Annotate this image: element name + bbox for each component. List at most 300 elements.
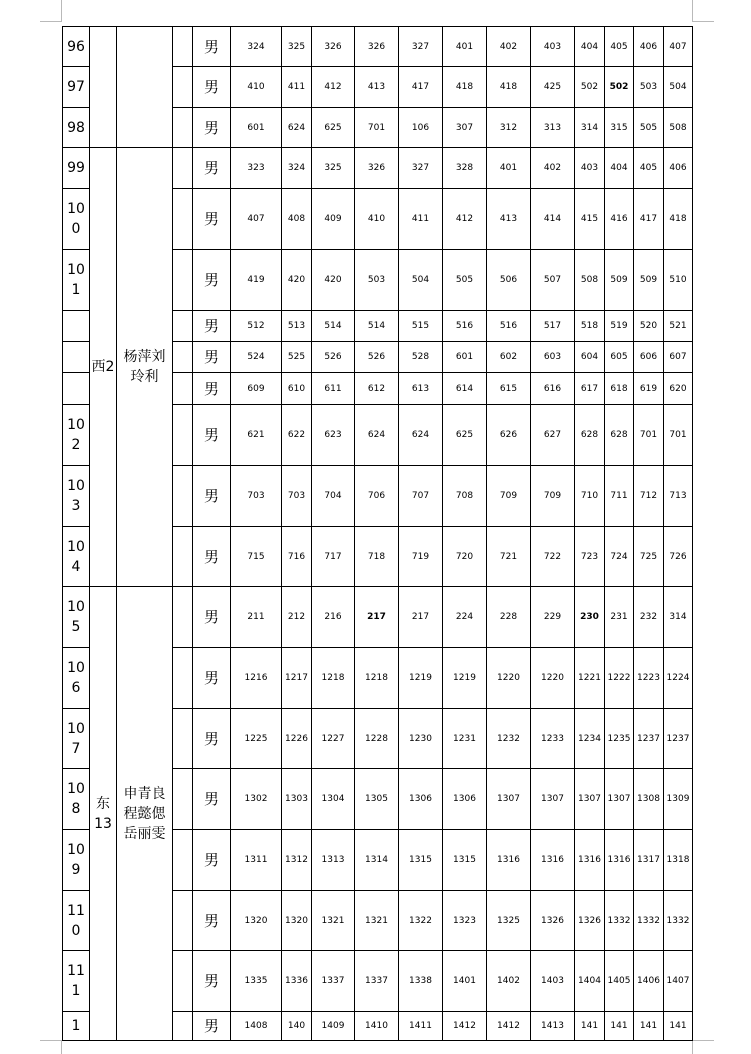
room-number-cell: 1405 (605, 951, 634, 1012)
row-number (63, 311, 90, 342)
gender-cell: 男 (193, 1012, 231, 1041)
room-number-cell: 1302 (231, 769, 282, 830)
room-number-cell: 719 (399, 527, 443, 587)
room-number-cell: 516 (443, 311, 487, 342)
room-number-cell: 623 (312, 405, 355, 466)
room-number-cell: 618 (605, 373, 634, 405)
room-number-cell: 1220 (487, 648, 531, 709)
room-number-cell: 506 (487, 250, 531, 311)
room-number-cell: 613 (399, 373, 443, 405)
room-number-cell: 722 (531, 527, 575, 587)
room-number-cell: 503 (634, 67, 664, 108)
room-number-cell: 616 (531, 373, 575, 405)
room-number-cell: 1326 (575, 891, 605, 951)
room-number-cell: 1309 (664, 769, 693, 830)
room-number-cell: 1402 (487, 951, 531, 1012)
room-number-cell: 1410 (355, 1012, 399, 1041)
room-number-cell: 513 (282, 311, 312, 342)
room-number-cell: 602 (487, 342, 531, 373)
room-number-cell: 704 (312, 466, 355, 527)
table-row (63, 148, 693, 189)
room-number-cell: 509 (634, 250, 664, 311)
room-number-cell: 217 (355, 587, 399, 648)
row-number: 102 (63, 405, 90, 466)
room-number-cell: 628 (575, 405, 605, 466)
room-number-cell: 617 (575, 373, 605, 405)
room-number-cell: 1226 (282, 709, 312, 769)
room-number-cell: 1313 (312, 830, 355, 891)
room-number-cell: 1337 (355, 951, 399, 1012)
room-number-cell: 723 (575, 527, 605, 587)
room-number-cell: 1404 (575, 951, 605, 1012)
room-number-cell: 406 (634, 27, 664, 67)
room-number-cell: 328 (443, 148, 487, 189)
empty-cell (173, 587, 193, 648)
room-number-cell: 701 (634, 405, 664, 466)
empty-cell (173, 148, 193, 189)
room-number-cell: 1409 (312, 1012, 355, 1041)
room-number-cell: 701 (355, 108, 399, 148)
room-number-cell: 502 (605, 67, 634, 108)
gender-cell: 男 (193, 108, 231, 148)
room-number-cell: 1411 (399, 1012, 443, 1041)
room-number-cell: 605 (605, 342, 634, 373)
room-number-cell: 409 (312, 189, 355, 250)
room-number-cell: 420 (282, 250, 312, 311)
room-number-cell: 1237 (634, 709, 664, 769)
room-number-cell: 1225 (231, 709, 282, 769)
room-number-cell: 612 (355, 373, 399, 405)
row-number: 106 (63, 648, 90, 709)
room-number-cell: 1412 (487, 1012, 531, 1041)
room-number-cell: 1304 (312, 769, 355, 830)
room-number-cell: 717 (312, 527, 355, 587)
room-number-cell: 314 (664, 587, 693, 648)
row-number: 111 (63, 951, 90, 1012)
room-number-cell: 1306 (399, 769, 443, 830)
room-number-cell: 323 (231, 148, 282, 189)
room-number-cell: 611 (312, 373, 355, 405)
room-number-cell: 713 (664, 466, 693, 527)
room-number-cell: 502 (575, 67, 605, 108)
room-number-cell: 106 (399, 108, 443, 148)
room-number-cell: 405 (634, 148, 664, 189)
room-number-cell: 607 (664, 342, 693, 373)
row-number: 108 (63, 769, 90, 830)
room-number-cell: 1220 (531, 648, 575, 709)
room-number-cell: 720 (443, 527, 487, 587)
room-number-cell: 518 (575, 311, 605, 342)
room-number-cell: 528 (399, 342, 443, 373)
room-number-cell: 326 (355, 27, 399, 67)
room-number-cell: 231 (605, 587, 634, 648)
gender-cell: 男 (193, 27, 231, 67)
room-number-cell: 519 (605, 311, 634, 342)
empty-cell (173, 405, 193, 466)
room-number-cell: 621 (231, 405, 282, 466)
room-number-cell: 709 (531, 466, 575, 527)
room-number-cell: 326 (355, 148, 399, 189)
room-number-cell: 514 (355, 311, 399, 342)
room-number-cell: 512 (231, 311, 282, 342)
room-number-cell: 625 (443, 405, 487, 466)
room-number-cell: 420 (312, 250, 355, 311)
crop-mark (692, 0, 693, 22)
teacher-names-cell: 申青良程懿偲岳丽雯 (117, 587, 173, 1041)
room-number-cell: 407 (231, 189, 282, 250)
empty-cell (173, 891, 193, 951)
gender-cell: 男 (193, 709, 231, 769)
room-number-cell: 404 (605, 148, 634, 189)
room-number-cell: 718 (355, 527, 399, 587)
room-number-cell: 419 (231, 250, 282, 311)
room-number-cell: 1224 (664, 648, 693, 709)
empty-cell (173, 769, 193, 830)
room-number-cell: 418 (487, 67, 531, 108)
room-number-cell: 622 (282, 405, 312, 466)
room-number-cell: 1412 (443, 1012, 487, 1041)
room-number-cell: 411 (282, 67, 312, 108)
room-number-cell: 517 (531, 311, 575, 342)
row-number: 100 (63, 189, 90, 250)
room-number-cell: 407 (664, 27, 693, 67)
room-number-cell: 1336 (282, 951, 312, 1012)
gender-cell: 男 (193, 250, 231, 311)
room-number-cell: 1308 (634, 769, 664, 830)
row-number: 97 (63, 67, 90, 108)
room-number-cell: 403 (531, 27, 575, 67)
room-number-cell: 712 (634, 466, 664, 527)
room-number-cell: 1408 (231, 1012, 282, 1041)
room-number-cell: 327 (399, 27, 443, 67)
room-number-cell: 416 (605, 189, 634, 250)
room-number-cell: 1222 (605, 648, 634, 709)
gender-cell: 男 (193, 405, 231, 466)
gender-cell: 男 (193, 527, 231, 587)
room-number-cell: 515 (399, 311, 443, 342)
room-number-cell: 624 (399, 405, 443, 466)
empty-cell (173, 27, 193, 67)
room-number-cell: 724 (605, 527, 634, 587)
empty-cell (173, 373, 193, 405)
room-number-cell: 217 (399, 587, 443, 648)
room-number-cell: 408 (282, 189, 312, 250)
room-number-cell: 141 (605, 1012, 634, 1041)
room-number-cell: 624 (282, 108, 312, 148)
room-number-cell: 721 (487, 527, 531, 587)
room-number-cell: 232 (634, 587, 664, 648)
room-number-cell: 504 (399, 250, 443, 311)
room-number-cell: 1323 (443, 891, 487, 951)
room-number-cell: 1317 (634, 830, 664, 891)
empty-cell (173, 67, 193, 108)
room-number-cell: 701 (664, 405, 693, 466)
room-number-cell: 313 (531, 108, 575, 148)
room-number-cell: 1312 (282, 830, 312, 891)
room-number-cell: 1311 (231, 830, 282, 891)
room-number-cell: 521 (664, 311, 693, 342)
room-number-cell: 703 (231, 466, 282, 527)
room-number-cell: 315 (605, 108, 634, 148)
room-number-cell: 230 (575, 587, 605, 648)
room-number-cell: 1407 (664, 951, 693, 1012)
room-number-cell: 1315 (443, 830, 487, 891)
room-number-cell: 609 (231, 373, 282, 405)
room-number-cell: 1230 (399, 709, 443, 769)
room-number-cell: 508 (664, 108, 693, 148)
room-number-cell: 725 (634, 527, 664, 587)
gender-cell: 男 (193, 769, 231, 830)
row-number: 101 (63, 250, 90, 311)
room-number-cell: 505 (634, 108, 664, 148)
room-number-cell: 411 (399, 189, 443, 250)
empty-cell (173, 189, 193, 250)
row-number: 99 (63, 148, 90, 189)
room-number-cell: 425 (531, 67, 575, 108)
room-number-cell: 1228 (355, 709, 399, 769)
room-number-cell: 624 (355, 405, 399, 466)
room-number-cell: 1403 (531, 951, 575, 1012)
room-number-cell: 710 (575, 466, 605, 527)
room-number-cell: 726 (664, 527, 693, 587)
room-number-cell: 1315 (399, 830, 443, 891)
empty-cell (173, 1012, 193, 1041)
room-number-cell: 401 (487, 148, 531, 189)
room-number-cell: 140 (282, 1012, 312, 1041)
room-number-cell: 619 (634, 373, 664, 405)
room-number-cell: 1332 (605, 891, 634, 951)
room-number-cell: 1232 (487, 709, 531, 769)
room-number-cell: 1338 (399, 951, 443, 1012)
room-number-cell: 507 (531, 250, 575, 311)
row-number: 109 (63, 830, 90, 891)
room-number-cell: 314 (575, 108, 605, 148)
room-number-cell: 525 (282, 342, 312, 373)
empty-cell (173, 250, 193, 311)
gender-cell: 男 (193, 311, 231, 342)
room-number-cell: 1316 (605, 830, 634, 891)
room-number-cell: 1321 (312, 891, 355, 951)
room-number-cell: 1320 (282, 891, 312, 951)
room-number-cell: 1314 (355, 830, 399, 891)
room-number-cell: 1231 (443, 709, 487, 769)
room-number-cell: 325 (282, 27, 312, 67)
room-number-cell: 418 (664, 189, 693, 250)
room-number-cell: 707 (399, 466, 443, 527)
room-number-cell: 216 (312, 587, 355, 648)
room-number-cell: 1221 (575, 648, 605, 709)
row-number (63, 342, 90, 373)
room-number-cell: 1307 (575, 769, 605, 830)
room-number-cell: 709 (487, 466, 531, 527)
room-number-cell: 211 (231, 587, 282, 648)
room-number-cell: 1406 (634, 951, 664, 1012)
room-number-cell: 1318 (664, 830, 693, 891)
room-number-cell: 413 (355, 67, 399, 108)
room-number-cell: 415 (575, 189, 605, 250)
room-number-cell: 504 (664, 67, 693, 108)
crop-mark (40, 1040, 62, 1041)
room-number-cell: 1307 (531, 769, 575, 830)
room-number-cell: 715 (231, 527, 282, 587)
room-number-cell: 526 (355, 342, 399, 373)
gender-cell: 男 (193, 830, 231, 891)
room-number-cell: 1316 (531, 830, 575, 891)
room-number-cell: 403 (575, 148, 605, 189)
room-number-cell: 412 (312, 67, 355, 108)
room-number-cell: 620 (664, 373, 693, 405)
room-number-cell: 1218 (312, 648, 355, 709)
room-number-cell: 1335 (231, 951, 282, 1012)
room-number-cell: 601 (443, 342, 487, 373)
room-number-cell: 711 (605, 466, 634, 527)
room-number-cell: 1401 (443, 951, 487, 1012)
crop-mark (692, 1040, 714, 1041)
room-number-cell: 307 (443, 108, 487, 148)
gender-cell: 男 (193, 466, 231, 527)
crop-mark (61, 0, 62, 22)
gender-cell: 男 (193, 587, 231, 648)
room-number-cell: 224 (443, 587, 487, 648)
row-number: 103 (63, 466, 90, 527)
empty-cell (173, 311, 193, 342)
room-number-cell: 413 (487, 189, 531, 250)
room-number-cell: 1219 (399, 648, 443, 709)
room-number-cell: 402 (531, 148, 575, 189)
room-number-cell: 325 (312, 148, 355, 189)
room-number-cell: 706 (355, 466, 399, 527)
room-number-cell: 520 (634, 311, 664, 342)
room-number-cell: 418 (443, 67, 487, 108)
room-number-cell: 1320 (231, 891, 282, 951)
room-number-cell: 324 (282, 148, 312, 189)
room-number-cell: 1337 (312, 951, 355, 1012)
room-number-cell: 1316 (575, 830, 605, 891)
room-number-cell: 228 (487, 587, 531, 648)
crop-mark (692, 21, 714, 22)
row-number: 105 (63, 587, 90, 648)
crop-mark (692, 1040, 693, 1054)
empty-cell (173, 108, 193, 148)
room-number-cell: 1322 (399, 891, 443, 951)
row-number: 104 (63, 527, 90, 587)
room-number-cell: 229 (531, 587, 575, 648)
room-number-cell: 716 (282, 527, 312, 587)
room-number-cell: 412 (443, 189, 487, 250)
empty-cell (173, 342, 193, 373)
room-number-cell: 708 (443, 466, 487, 527)
room-number-cell: 326 (312, 27, 355, 67)
room-number-cell: 327 (399, 148, 443, 189)
empty-cell (173, 648, 193, 709)
empty-cell (173, 466, 193, 527)
gender-cell: 男 (193, 67, 231, 108)
empty-cell (173, 951, 193, 1012)
room-number-cell: 1306 (443, 769, 487, 830)
room-number-cell: 212 (282, 587, 312, 648)
room-number-cell: 627 (531, 405, 575, 466)
gender-cell: 男 (193, 189, 231, 250)
district-cell (90, 27, 117, 148)
room-number-cell: 1233 (531, 709, 575, 769)
room-number-cell: 626 (487, 405, 531, 466)
room-number-cell: 141 (634, 1012, 664, 1041)
room-number-cell: 1223 (634, 648, 664, 709)
room-number-cell: 1332 (664, 891, 693, 951)
room-number-cell: 603 (531, 342, 575, 373)
gender-cell: 男 (193, 951, 231, 1012)
room-number-cell: 516 (487, 311, 531, 342)
room-number-cell: 1219 (443, 648, 487, 709)
district-cell: 西2 (90, 148, 117, 587)
row-number: 107 (63, 709, 90, 769)
room-number-cell: 601 (231, 108, 282, 148)
room-number-cell: 1218 (355, 648, 399, 709)
room-number-cell: 417 (634, 189, 664, 250)
room-number-cell: 625 (312, 108, 355, 148)
room-number-cell: 406 (664, 148, 693, 189)
room-number-cell: 508 (575, 250, 605, 311)
room-number-cell: 1307 (605, 769, 634, 830)
gender-cell: 男 (193, 373, 231, 405)
room-number-cell: 503 (355, 250, 399, 311)
teacher-names-cell (117, 27, 173, 148)
room-number-cell: 401 (443, 27, 487, 67)
teacher-names-cell: 杨萍刘玲利 (117, 148, 173, 587)
row-number: 110 (63, 891, 90, 951)
room-number-cell: 1413 (531, 1012, 575, 1041)
row-number: 96 (63, 27, 90, 67)
room-number-cell: 614 (443, 373, 487, 405)
room-number-cell: 703 (282, 466, 312, 527)
row-number: 98 (63, 108, 90, 148)
room-number-cell: 610 (282, 373, 312, 405)
district-cell: 东13 (90, 587, 117, 1041)
room-number-cell: 1217 (282, 648, 312, 709)
empty-cell (173, 709, 193, 769)
room-number-cell: 1227 (312, 709, 355, 769)
room-number-cell: 405 (605, 27, 634, 67)
crop-mark (61, 1040, 62, 1054)
room-number-cell: 606 (634, 342, 664, 373)
empty-cell (173, 830, 193, 891)
room-number-cell: 524 (231, 342, 282, 373)
room-number-cell: 402 (487, 27, 531, 67)
row-number (63, 373, 90, 405)
room-number-cell: 509 (605, 250, 634, 311)
room-number-cell: 1307 (487, 769, 531, 830)
room-number-cell: 404 (575, 27, 605, 67)
room-number-cell: 1303 (282, 769, 312, 830)
room-number-cell: 312 (487, 108, 531, 148)
room-number-cell: 410 (355, 189, 399, 250)
room-number-cell: 628 (605, 405, 634, 466)
room-number-cell: 514 (312, 311, 355, 342)
room-number-cell: 1235 (605, 709, 634, 769)
dorm-assignment-table (62, 26, 693, 1041)
room-number-cell: 505 (443, 250, 487, 311)
room-number-cell: 1325 (487, 891, 531, 951)
room-number-cell: 526 (312, 342, 355, 373)
table-row (63, 587, 693, 648)
row-number: 1 (63, 1012, 90, 1041)
room-number-cell: 510 (664, 250, 693, 311)
room-number-cell: 141 (575, 1012, 605, 1041)
crop-mark (40, 21, 62, 22)
room-number-cell: 324 (231, 27, 282, 67)
room-number-cell: 1237 (664, 709, 693, 769)
room-number-cell: 1332 (634, 891, 664, 951)
